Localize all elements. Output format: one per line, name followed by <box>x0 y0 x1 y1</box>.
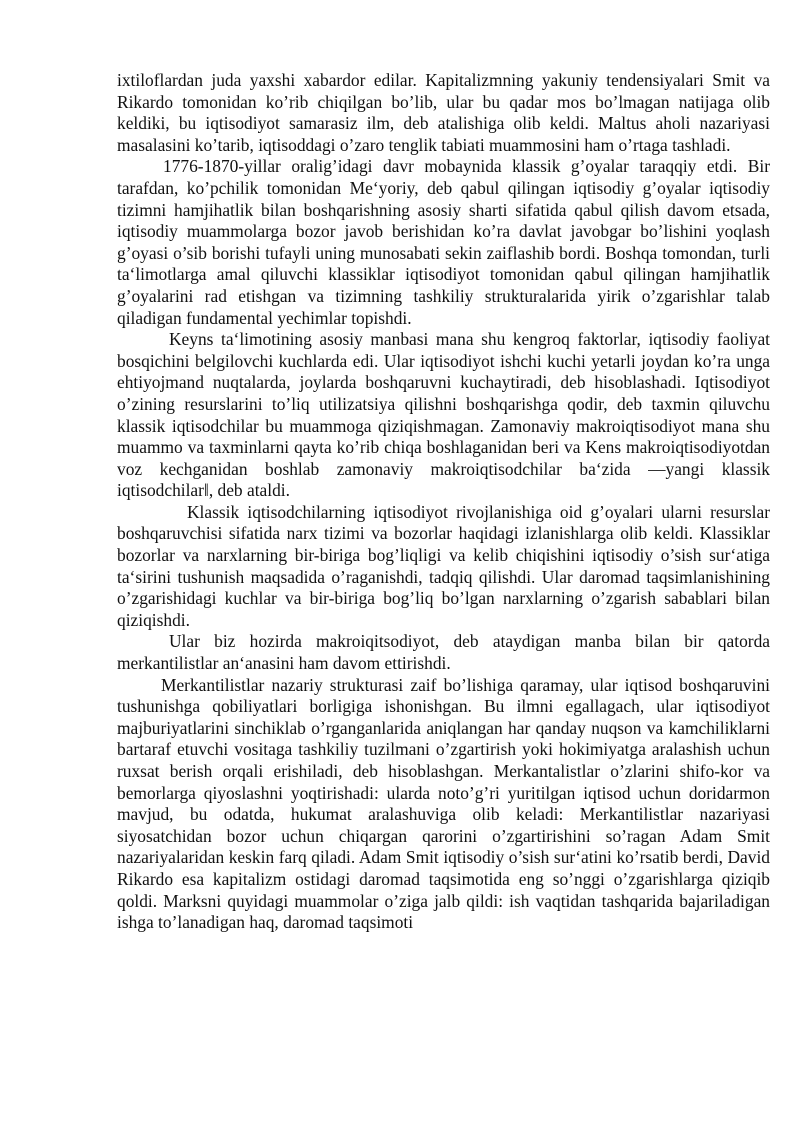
paragraph-mercantilists: Merkantilistlar nazariy strukturasi zaif bo’lishiga qaramay, ular iqtisod boshqaruvini tushunishga qobiliyatlari borligiga ishonishgan. Bu ilmni egallagach, ular iqtisodiyot majburiyatlarini sinchiklab o’rganganlarida aniqlangan har qanday nuqson va kamchiliklarni bartaraf etuvchi vositaga tashkiliy tuzilmani o’zgartirish yoki hokimiyatga aralashish uchun ruxsat berish orqali erishiladi, deb hisoblashgan. Merkantalistlar o’zlarini shifo-kor va bemorlarga qiyoslashni yoqtirishadi: ularda noto’g’ri yuritilgan iqtisod uchun doridarmon mavjud, bu odatda, hukumat aralashuviga olib keladi: Merkantilistlar nazariyasi siyosatchidan bozor uchun chiqargan qarorini o’zgartirishini so’ragan Adam Smit nazariyalaridan keskin farq qiladi. Adam Smit iqtisodiy o’sish sur‘atini ko’rsatib berdi, David Rikardo esa kapitalizm ostidagi daromad taqsimotida eng so’nggi o’zgarishlarga qiziqib qoldi. Marksni quyidagi muammolar o’ziga jalb qildi: ish vaqtidan tashqarida bajariladigan ishga to’lanadigan haq, daromad taqsimoti <box>117 674 770 933</box>
paragraph-intro: ixtiloflardan juda yaxshi xabardor edilar. Kapitalizmning yakuniy tendensiyalari Smit va Rikardo tomonidan ko’rib chiqilgan bo’lib, ular bu qadar mos bo’lmagan natijaga olib keldiki, bu iqtisodiyot samarasiz ilm, deb atalishiga olib keldi. Maltus aholi nazariyasi masalasini ko’tarib, iqtisoddagi o’zaro tenglik tabiati muammosini ham o’rtaga tashladi. <box>117 70 770 155</box>
document-page <box>117 70 770 934</box>
paragraph-keynes: Keyns ta‘limotining asosiy manbasi mana shu kengroq faktorlar, iqtisodiy faoliyat bosqichini belgilovchi kuchlarda edi. Ular iqtisodiyot ishchi kuchi yetarli joydan ko’ra unga ehtiyojmand nuqtalarda, joylarda boshqaruvni kuchaytiradi, deb hisoblashadi. Iqtisodiyot o’zining resurslarini to’liq utilizatsiya qilishni boshqarishga qodir, deb taxmin qiluvchu klassik iqtisodchilar bu muammoga qiziqishmagan. Zamonaviy makroiqtisodiyot mana shu muammo va taxminlarni qayta ko’rib chiqa boshlaganidan beri va Kens makroiqtisodiyotdan voz kechganidan boshlab zamonaviy makroiqtisodchilar ba‘zida ―yangi klassik iqtisodchilar‖, deb ataldi. <box>117 329 770 501</box>
paragraph-mercantilist-tradition: Ular biz hozirda makroiqitsodiyot, deb ataydigan manba bilan bir qatorda merkantilistlar an‘anasini ham davom ettirishdi. <box>117 631 770 674</box>
paragraph-classical-ideas: 1776-1870-yillar oralig’idagi davr mobaynida klassik g’oyalar taraqqiy etdi. Bir tarafdan, ko’pchilik tomonidan Me‘yoriy, deb qabul qilingan iqtisodiy g’oyalar iqtisodiy tizimni hamjihatlik bilan boshqarishning asosiy sharti sifatida qabul qilish davom etsada, iqtisodiy muammolarga bozor javob berishidan ko’ra davlat javobgar bo’lishini yoqlash g’oyasi o’sib borishi tufayli uning munosabati sekin zaiflashib bordi. Boshqa tomondan, turli ta‘limotlarga amal qiluvchi klassiklar iqtisodiyot tomonidan qabul qilingan hamjihatlik g’oyalarini rad etishgan va tizimning tashkiliy strukturalarida yirik o’zgarishlar talab qiladigan fundamental yechimlar topishdi. <box>117 156 770 328</box>
paragraph-classical-economists: Klassik iqtisodchilarning iqtisodiyot rivojlanishiga oid g’oyalari ularni resurslar boshqaruvchisi sifatida narx tizimi va bozorlar haqidagi izlanishlarga olib keldi. Klassiklar bozorlar va narxlarning bir-biriga bog’liqligi va kelib chiqishini iqtisodiy o’sish sur‘atiga ta‘sirini tushunish maqsadida o’raganishdi, tadqiq qilishdi. Ular daromad taqsimlanishining o’zgarishidagi kuchlar va bir-biriga bog’liq bo’lgan narxlarning o’zgarish sabablari bilan qiziqishdi. <box>117 501 770 630</box>
